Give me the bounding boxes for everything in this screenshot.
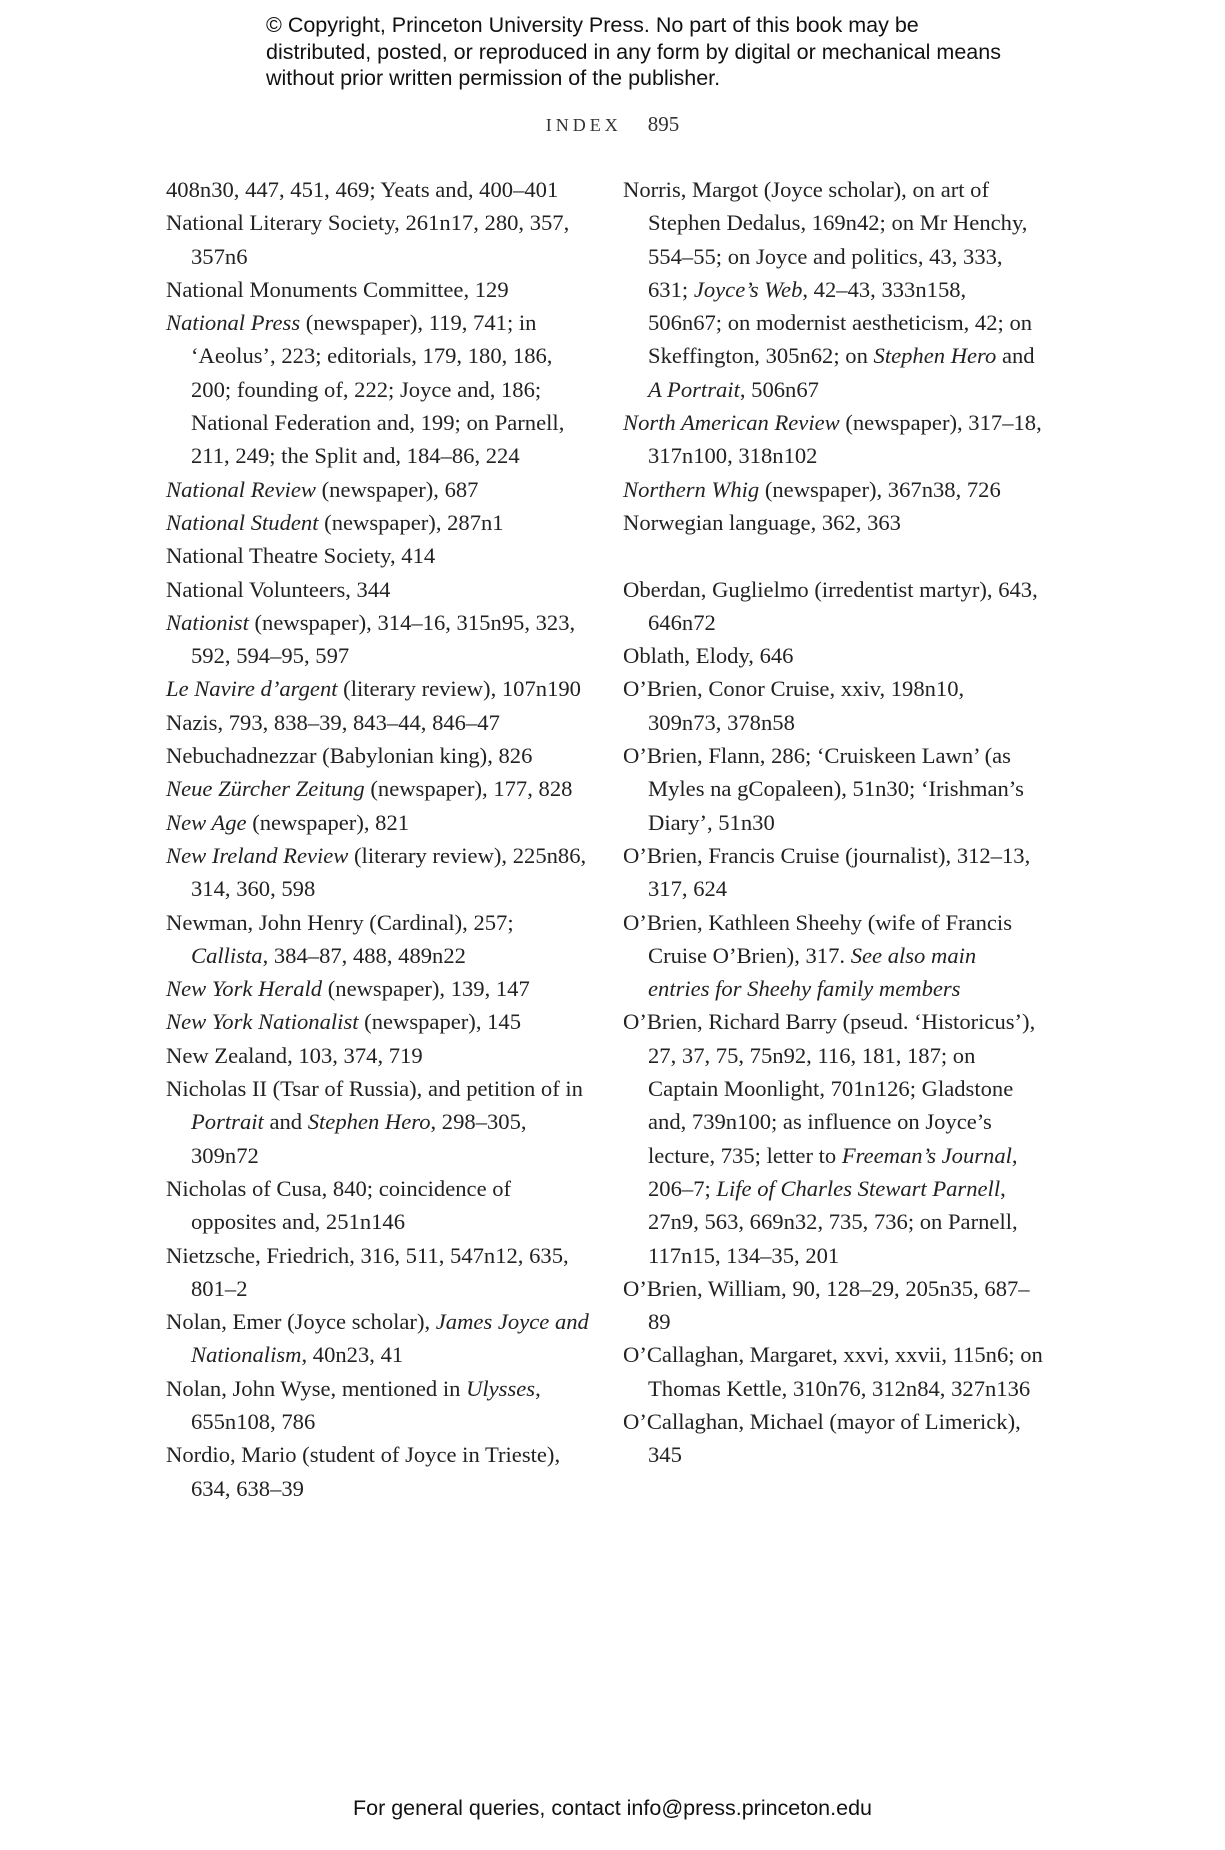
index-entry bbox=[166, 972, 591, 1005]
index-entry bbox=[166, 1039, 591, 1072]
index-entry-text: (newspaper), 821 bbox=[246, 809, 410, 835]
index-entry-text: New Zealand, 103, 374, 719 bbox=[166, 1042, 423, 1068]
index-entry-text: Nebuchadnezzar (Babylonian king), 826 bbox=[166, 743, 533, 769]
index-entry-text: , 506n67 bbox=[739, 376, 819, 402]
index-entry bbox=[623, 1338, 1043, 1405]
index-entry-title: New York Nationalist bbox=[166, 1009, 359, 1035]
index-entry-text: (newspaper), 287n1 bbox=[318, 509, 504, 535]
index-entry-title: National Student bbox=[166, 509, 319, 535]
index-column-left bbox=[166, 173, 591, 1505]
index-entry-title: National Press bbox=[166, 310, 301, 336]
index-entry-title: North American Review bbox=[623, 410, 840, 436]
index-entry-title: See also main entries for Sheehy family members bbox=[648, 942, 977, 1002]
index-entry bbox=[166, 739, 591, 772]
section-title: INDEX bbox=[545, 115, 622, 135]
index-entry-text: , 298–305, 309n72 bbox=[191, 1109, 527, 1168]
index-entry-title: Callista bbox=[191, 942, 263, 968]
index-entry bbox=[623, 573, 1043, 640]
index-entry-text: , 655n108, 786 bbox=[191, 1375, 541, 1434]
index-entry-title: Northern Whig bbox=[623, 476, 760, 502]
index-entry-title: Stephen Hero bbox=[873, 343, 997, 369]
index-entry bbox=[623, 473, 1043, 506]
copyright-notice: © Copyright, Princeton University Press. No part of this book may be distributed, posted, or reproduced in any form by digital or mechanical means without prior written permission of the publisher. bbox=[266, 13, 1001, 90]
index-entry-text: Nazis, 793, 838–39, 843–44, 846–47 bbox=[166, 709, 500, 735]
index-entry-title: Le Navire d’argent bbox=[166, 676, 338, 702]
page-number: 895 bbox=[647, 112, 680, 136]
index-entry-text: and bbox=[996, 343, 1035, 369]
index-entry-text: 408n30, 447, 451, 469; Yeats and, 400–401 bbox=[166, 177, 559, 202]
index-entry-text: O’Brien, Flann, 286; ‘Cruiskeen Lawn’ (as Myles na gCopaleen), 51n30; ‘Irishman’s Diary’, 51n30 bbox=[623, 743, 1024, 835]
index-entry bbox=[166, 1239, 591, 1306]
index-entry-title: New York Herald bbox=[166, 976, 323, 1002]
index-entry-text: O’Brien, Kathleen Sheehy (wife of Francis Cruise O’Brien), 317. bbox=[623, 909, 1012, 968]
index-entry bbox=[623, 906, 1043, 1006]
index-entry-title: James Joyce and Nationalism bbox=[191, 1309, 589, 1368]
index-entry bbox=[166, 306, 591, 472]
index-entry-text: (literary review), 225n86, 314, 360, 598 bbox=[191, 842, 587, 902]
index-entry bbox=[166, 839, 591, 906]
index-entry-text: , 40n23, 41 bbox=[301, 1342, 404, 1368]
index-entry-text: (literary review), 107n190 bbox=[337, 676, 581, 702]
index-entry-text: Oblath, Elody, 646 bbox=[623, 643, 794, 669]
index-entry bbox=[166, 1072, 591, 1172]
index-entry-text: , 206–7; bbox=[648, 1142, 1018, 1201]
index-entry-text: Nicholas II (Tsar of Russia), and petition of in bbox=[166, 1076, 583, 1102]
index-entry-text: , 27n9, 563, 669n32, 735, 736; on Parnell, 117n15, 134–35, 201 bbox=[648, 1175, 1018, 1268]
index-entry-text: National Theatre Society, 414 bbox=[166, 543, 436, 569]
letter-section-gap bbox=[623, 539, 1043, 572]
index-entry bbox=[166, 906, 591, 973]
index-entry bbox=[166, 606, 591, 673]
index-entry-text: National Volunteers, 344 bbox=[166, 576, 391, 602]
index-column-right bbox=[623, 173, 1043, 1472]
index-entry bbox=[166, 206, 591, 273]
index-entry-text: Norris, Margot (Joyce scholar), on art of Stephen Dedalus, 169n42; on Mr Henchy, 554–55; on Joyce and politics, 43, 333, 631; bbox=[623, 177, 1028, 302]
index-entry bbox=[166, 706, 591, 739]
index-entry-title: Portrait bbox=[191, 1109, 264, 1135]
index-entry-title: Freeman’s Journal bbox=[841, 1142, 1012, 1168]
index-entry bbox=[166, 1005, 591, 1038]
index-entry-text: National Monuments Committee, 129 bbox=[166, 276, 509, 302]
index-entry bbox=[166, 573, 591, 606]
index-entry-title: New Ireland Review bbox=[166, 842, 349, 868]
index-entry-text: (newspaper), 119, 741; in ‘Aeolus’, 223; editorials, 179, 180, 186, 200; founding of, 222; Joyce and, 186; National Federation and, 199; on Parnell, 211, 249; the Split and, 184–86, 224 bbox=[191, 310, 565, 469]
index-entry-text: National Literary Society, 261n17, 280, 357, 357n6 bbox=[166, 210, 570, 269]
index-entry-text: and bbox=[263, 1109, 308, 1135]
index-entry-text: Nicholas of Cusa, 840; coincidence of opposites and, 251n146 bbox=[166, 1175, 512, 1235]
index-entry bbox=[166, 806, 591, 839]
index-entry bbox=[623, 672, 1043, 739]
index-entry-text: Oberdan, Guglielmo (irredentist martyr), 643, 646n72 bbox=[623, 576, 1038, 635]
footer-contact: For general queries, contact info@press.princeton.edu bbox=[352, 1796, 872, 1820]
index-entry-text: Nolan, Emer (Joyce scholar), bbox=[166, 1309, 436, 1335]
index-entry-title: Ulysses bbox=[466, 1375, 536, 1401]
index-entry-text: , 42–43, 333n158, 506n67; on modernist aestheticism, 42; on Skeffington, 305n62; on bbox=[648, 276, 1033, 369]
index-entry-title: Nationist bbox=[166, 609, 249, 635]
index-entry bbox=[166, 273, 591, 306]
index-entry bbox=[166, 473, 591, 506]
index-entry bbox=[166, 1305, 591, 1372]
index-entry-text: O’Brien, William, 90, 128–29, 205n35, 687–89 bbox=[623, 1275, 1030, 1335]
index-entry-text: (newspaper), 145 bbox=[358, 1009, 522, 1035]
index-entry-text: Nolan, John Wyse, mentioned in bbox=[166, 1375, 467, 1401]
index-entry-text: O’Callaghan, Michael (mayor of Limerick), 345 bbox=[623, 1408, 1021, 1468]
index-entry bbox=[623, 506, 1043, 539]
index-entry-title: A Portrait bbox=[648, 376, 740, 402]
index-entry bbox=[166, 506, 591, 539]
index-entry-text: O’Brien, Richard Barry (pseud. ‘Historicus’), 27, 37, 75, 75n92, 116, 181, 187; on Captain Moonlight, 701n126; Gladstone and, 739n100; as influence on Joyce’s lecture, 735; letter to bbox=[623, 1009, 1036, 1168]
index-entry-title: Joyce’s Web bbox=[693, 276, 803, 302]
running-head bbox=[0, 112, 1225, 137]
index-entry bbox=[166, 1172, 591, 1239]
index-entry bbox=[166, 539, 591, 572]
index-entry-text: Nordio, Mario (student of Joyce in Trieste), 634, 638–39 bbox=[166, 1442, 561, 1501]
index-entry-title: Neue Zürcher Zeitung bbox=[166, 776, 365, 802]
index-entry bbox=[623, 1405, 1043, 1472]
index-entry-text: Nietzsche, Friedrich, 316, 511, 547n12, 635, 801–2 bbox=[166, 1242, 569, 1301]
index-entry bbox=[623, 1272, 1043, 1339]
index-entry bbox=[623, 739, 1043, 839]
index-entry bbox=[623, 639, 1043, 672]
index-entry-text: (newspaper), 139, 147 bbox=[322, 976, 530, 1002]
index-entry bbox=[166, 1372, 591, 1439]
index-entry-text: (newspaper), 317–18, 317n100, 318n102 bbox=[648, 410, 1042, 469]
index-entry bbox=[623, 839, 1043, 906]
index-entry-text: O’Callaghan, Margaret, xxvi, xxvii, 115n6; on Thomas Kettle, 310n76, 312n84, 327n136 bbox=[623, 1342, 1043, 1401]
index-entry bbox=[166, 772, 591, 805]
index-entry bbox=[623, 1005, 1043, 1271]
index-entry-title: National Review bbox=[166, 476, 316, 502]
index-entry-text: , 384–87, 488, 489n22 bbox=[262, 942, 466, 968]
index-entry-text: (newspaper), 687 bbox=[315, 476, 479, 502]
index-entry bbox=[623, 173, 1043, 406]
index-entry-text: (newspaper), 314–16, 315n95, 323, 592, 594–95, 597 bbox=[191, 609, 576, 669]
index-entry-text: O’Brien, Francis Cruise (journalist), 312–13, 317, 624 bbox=[623, 842, 1031, 902]
index-entry-title: New Age bbox=[166, 809, 247, 835]
index-entry bbox=[166, 1438, 591, 1505]
index-entry bbox=[166, 672, 591, 705]
index-entry-text: O’Brien, Conor Cruise, xxiv, 198n10, 309n73, 378n58 bbox=[623, 676, 965, 735]
index-entry bbox=[623, 406, 1043, 473]
index-entry-title: Life of Charles Stewart Parnell bbox=[716, 1175, 1001, 1201]
index-entry-text: (newspaper), 177, 828 bbox=[364, 776, 573, 802]
index-entry-text: Newman, John Henry (Cardinal), 257; bbox=[166, 909, 514, 935]
index-entry-continuation bbox=[166, 173, 591, 206]
index-entry-text: Norwegian language, 362, 363 bbox=[623, 509, 901, 535]
index-entry-text: (newspaper), 367n38, 726 bbox=[759, 476, 1001, 502]
index-entry-title: Stephen Hero bbox=[307, 1109, 431, 1135]
